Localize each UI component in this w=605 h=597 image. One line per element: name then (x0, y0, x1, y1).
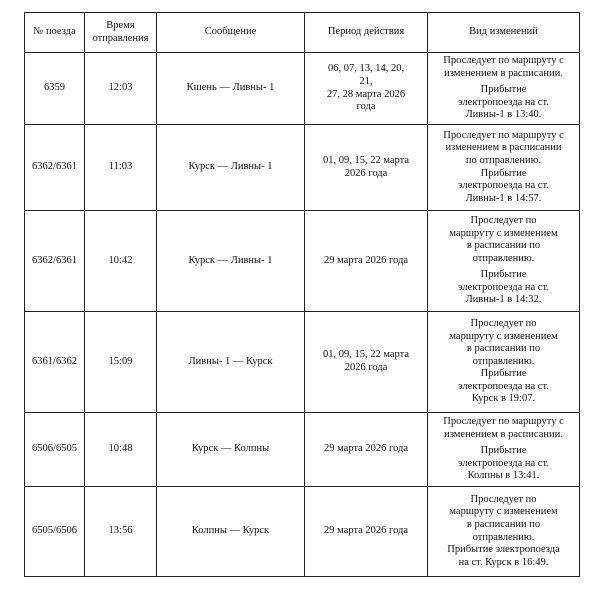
header-time-line: Время (106, 19, 135, 31)
header-route: Сообщение (157, 13, 305, 53)
change-line: в расписании по (466, 240, 541, 252)
schedule-changes-table (24, 12, 580, 577)
route-cell: Курск — Ливны- 1 (157, 211, 305, 312)
departure-time-cell: 11:03 (85, 125, 157, 211)
change-line: Проследует по (470, 214, 537, 226)
departure-time-cell: 10:48 (85, 413, 157, 487)
period-line: года (356, 101, 376, 113)
change-line: Проследует по маршруту с (443, 129, 564, 141)
table-row (25, 487, 580, 577)
change-line: Прибытие (480, 84, 527, 96)
change-cell (428, 211, 580, 312)
change-cell (428, 53, 580, 125)
period-line: 01, 09, 15, 22 марта (322, 154, 410, 166)
change-line: Прибытие (480, 445, 527, 457)
table-row (25, 125, 580, 211)
change-line: Курск в 19:07. (471, 393, 536, 405)
period-cell (305, 125, 428, 211)
departure-time-cell: 10:42 (85, 211, 157, 312)
departure-time-cell: 13:56 (85, 487, 157, 577)
change-line: электропоезда на ст. (458, 180, 549, 192)
period-line: 21, (359, 75, 373, 87)
header-time-line: отправления (92, 32, 149, 44)
route-cell: Ливны- 1 — Курск (157, 312, 305, 413)
period-line: 29 марта 2026 года (323, 254, 409, 266)
change-line: на ст. Курск в 16:49. (458, 556, 549, 568)
change-line: Прибытие (480, 167, 527, 179)
change-line: изменением в расписании. (444, 67, 563, 79)
change-line: маршруту с изменением (449, 227, 558, 239)
table-row (25, 53, 580, 125)
change-line: в расписании по (466, 518, 541, 530)
period-line: 01, 09, 15, 22 марта (322, 349, 410, 361)
change-line: маршруту с изменением (449, 506, 558, 518)
header-period: Период действия (305, 13, 428, 53)
header-train-number: № поезда (25, 13, 85, 53)
change-line: Проследует по маршруту с (443, 416, 564, 428)
header-row (25, 13, 580, 53)
change-line: Проследует по (470, 493, 537, 505)
change-line: Проследует по (470, 317, 537, 329)
change-line: Колпны в 13:41. (467, 470, 540, 482)
train-number-cell: 6362/6361 (25, 211, 85, 312)
header-change-type: Вид изменений (428, 13, 580, 53)
change-line: Ливны-1 в 14:57. (465, 192, 542, 204)
change-cell (428, 487, 580, 577)
period-line: 29 марта 2026 года (323, 443, 409, 455)
period-line: 27, 28 марта 2026 (326, 88, 406, 100)
change-cell (428, 125, 580, 211)
train-number-cell: 6506/6505 (25, 413, 85, 487)
change-line: Прибытие (480, 269, 527, 281)
change-line: Прибытие электропоезда (447, 544, 560, 556)
change-line: изменением в расписании (445, 142, 562, 154)
table-row (25, 211, 580, 312)
change-line: Ливны-1 в 14:32. (465, 294, 542, 306)
change-line: отправлению. (472, 531, 535, 543)
route-cell: Курск — Ливны- 1 (157, 125, 305, 211)
change-line: в расписании по (466, 343, 541, 355)
change-line: по отправлению. (465, 154, 542, 166)
change-line: отправлению. (472, 355, 535, 367)
change-cell (428, 312, 580, 413)
period-cell (305, 211, 428, 312)
change-line: электропоезда на ст. (458, 457, 549, 469)
departure-time-cell: 15:09 (85, 312, 157, 413)
period-cell (305, 487, 428, 577)
change-cell (428, 413, 580, 487)
period-line: 2026 года (344, 167, 388, 179)
train-number-cell: 6361/6362 (25, 312, 85, 413)
route-cell: Кшень — Ливны- 1 (157, 53, 305, 125)
period-cell (305, 312, 428, 413)
period-line: 2026 года (344, 362, 388, 373)
route-cell: Курск — Колпны (157, 413, 305, 487)
change-line: Проследует по маршруту с (443, 55, 564, 67)
change-line: изменением в расписании. (444, 428, 563, 440)
header-departure-time (85, 13, 157, 53)
period-cell (305, 53, 428, 125)
train-number-cell: 6505/6506 (25, 487, 85, 577)
train-number-cell: 6362/6361 (25, 125, 85, 211)
change-line: отправлению. (472, 252, 535, 264)
table-row (25, 413, 580, 487)
period-line: 29 марта 2026 года (323, 525, 409, 537)
departure-time-cell: 12:03 (85, 53, 157, 125)
table-row (25, 312, 580, 413)
change-line: электропоезда на ст. (458, 96, 549, 108)
change-line: маршруту с изменением (449, 330, 558, 342)
change-line: электропоезда на ст. (458, 380, 549, 392)
route-cell: Колпны — Курск (157, 487, 305, 577)
change-line: электропоезда на ст. (458, 281, 549, 293)
train-number-cell: 6359 (25, 53, 85, 125)
change-line: Ливны-1 в 13:40. (465, 109, 542, 121)
period-cell (305, 413, 428, 487)
period-line: 06, 07, 13, 14, 20, (327, 63, 405, 75)
change-line: Прибытие (480, 368, 527, 380)
